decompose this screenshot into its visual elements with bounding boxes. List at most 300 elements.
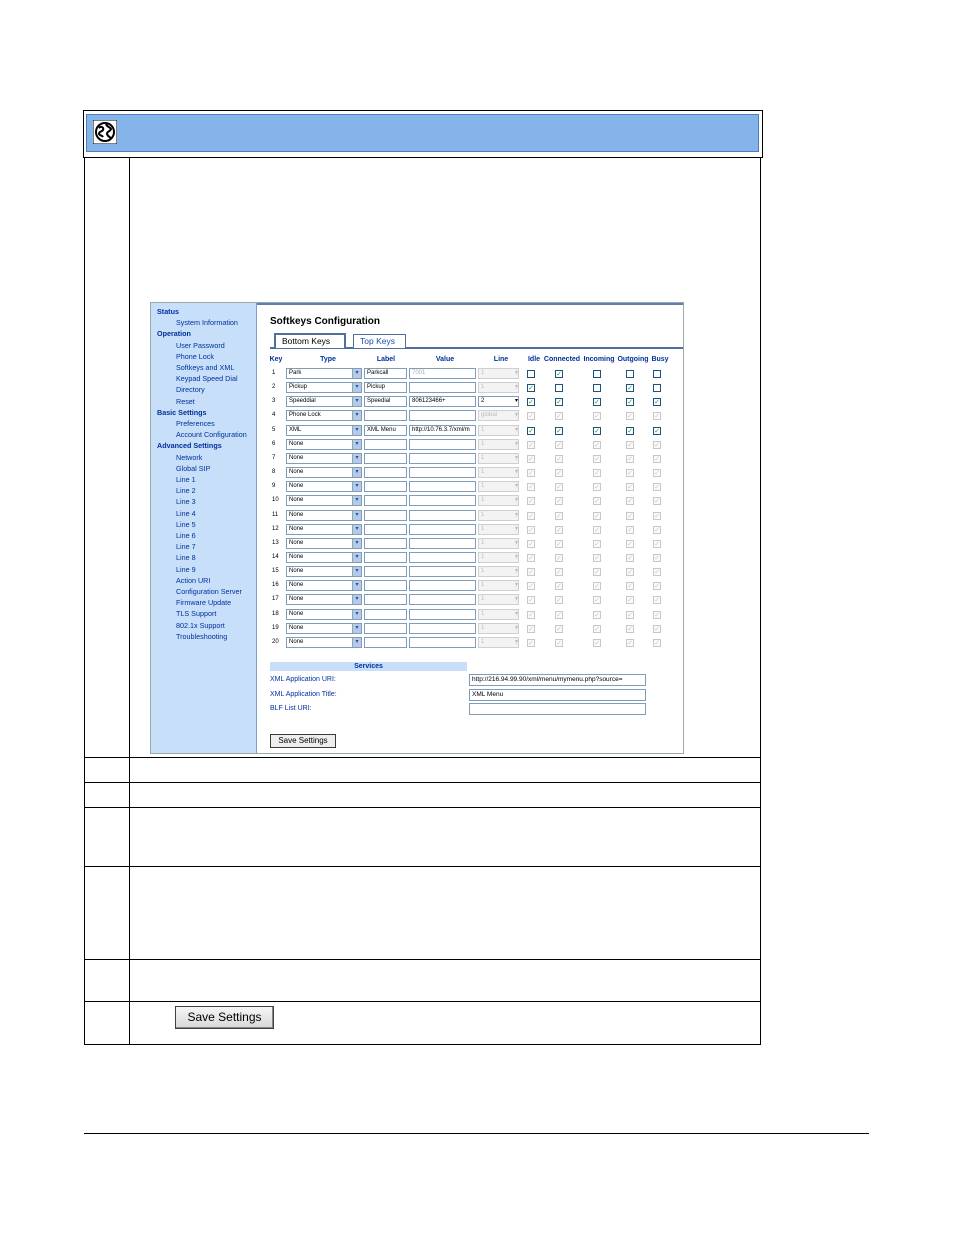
column-header: Outgoing: [617, 356, 649, 363]
table-row: [257, 452, 684, 466]
checkbox-connected: ✓: [556, 625, 562, 633]
checkbox-connected: ✓: [556, 583, 562, 591]
sidebar-link[interactable]: Line 1: [176, 475, 196, 484]
line-select-value: 1: [481, 525, 485, 532]
checkbox-idle: ✓: [528, 526, 534, 534]
checkbox-outgoing[interactable]: ✓: [627, 399, 633, 407]
checkbox-connected: ✓: [556, 526, 562, 534]
type-select[interactable]: [286, 425, 362, 436]
key-number: 15: [272, 568, 279, 575]
line-select: [478, 637, 519, 648]
key-number: 2: [272, 384, 276, 391]
label-input[interactable]: [364, 410, 407, 421]
type-select-value: None: [289, 553, 304, 560]
column-header: Incoming: [583, 356, 615, 363]
chevron-down-icon: ▾: [514, 483, 518, 490]
type-select-value: Pickup: [289, 384, 308, 391]
chevron-down-icon: ▾: [352, 369, 361, 378]
type-select[interactable]: [286, 510, 362, 521]
table-row: [257, 579, 684, 593]
type-select-value: None: [289, 440, 304, 447]
line-select-value: 1: [481, 539, 485, 546]
checkbox-incoming: ✓: [594, 455, 600, 463]
line-select: [478, 552, 519, 563]
checkbox-idle: ✓: [528, 639, 534, 647]
key-number: 7: [272, 454, 276, 461]
sidebar-link[interactable]: System Information: [176, 318, 238, 328]
checkbox-outgoing[interactable]: ✓: [627, 427, 633, 435]
line-select-value: 1: [481, 483, 485, 490]
checkbox-busy: ✓: [654, 455, 660, 463]
key-number: 12: [272, 525, 279, 532]
checkbox-busy[interactable]: ✓: [654, 427, 660, 435]
nav-section-heading: Basic Settings: [157, 407, 207, 417]
checkbox-connected[interactable]: ✓: [556, 399, 562, 407]
key-number: 13: [272, 539, 279, 546]
sidebar-link[interactable]: Line 2: [176, 486, 196, 496]
checkbox-incoming: ✓: [594, 597, 600, 605]
checkbox-connected[interactable]: [555, 384, 563, 392]
key-number: 16: [272, 582, 279, 589]
type-select-value: Phone Lock: [289, 412, 321, 419]
line-select[interactable]: [478, 396, 519, 407]
embedded-screenshot: [150, 302, 684, 754]
label-input[interactable]: [364, 566, 407, 577]
type-select-value: None: [289, 596, 304, 603]
label-input[interactable]: [364, 481, 407, 492]
key-number: 4: [272, 412, 276, 419]
table-row: [257, 395, 684, 409]
value-input[interactable]: [409, 566, 476, 577]
table-rule: [84, 1044, 761, 1045]
label-input[interactable]: [364, 495, 407, 506]
checkbox-idle: ✓: [528, 597, 534, 605]
checkbox-outgoing: ✓: [627, 540, 633, 548]
type-select[interactable]: [286, 623, 362, 634]
sidebar-link[interactable]: Troubleshooting: [176, 631, 228, 641]
sidebar-link[interactable]: Line 8: [176, 553, 196, 563]
chevron-down-icon: ▾: [352, 496, 361, 505]
table-column-rule: [84, 157, 85, 1045]
service-input[interactable]: XML Menu: [469, 689, 646, 701]
label-input[interactable]: [364, 623, 407, 634]
key-number: 9: [272, 483, 276, 490]
tab-bottom-keys[interactable]: Bottom Keys: [274, 333, 346, 348]
chevron-down-icon: ▾: [352, 567, 361, 576]
type-select[interactable]: [286, 467, 362, 478]
type-select[interactable]: [286, 396, 362, 407]
chevron-down-icon: ▾: [514, 610, 518, 617]
checkbox-outgoing: ✓: [627, 569, 633, 577]
type-select-value: None: [289, 483, 304, 490]
column-header: Type: [320, 356, 336, 363]
sidebar-link[interactable]: Reset: [176, 396, 195, 406]
table-rule: [84, 807, 761, 808]
value-input[interactable]: [409, 609, 476, 620]
checkbox-incoming: ✓: [594, 611, 600, 619]
label-input[interactable]: [364, 580, 407, 591]
table-rule: [84, 157, 761, 158]
table-row: [257, 509, 684, 523]
sidebar-link[interactable]: User Password: [176, 340, 225, 350]
line-select-value: 1: [481, 582, 485, 589]
nav-section-heading: Advanced Settings: [157, 441, 222, 451]
value-input[interactable]: [409, 538, 476, 549]
type-select[interactable]: [286, 524, 362, 535]
type-select[interactable]: [286, 439, 362, 450]
checkbox-idle: ✓: [528, 455, 534, 463]
save-settings-button[interactable]: Save Settings: [175, 1006, 274, 1029]
type-select[interactable]: [286, 538, 362, 549]
checkbox-outgoing: ✓: [627, 554, 633, 562]
tab-top-keys[interactable]: Top Keys: [353, 334, 406, 348]
line-select: [478, 538, 519, 549]
type-select-value: None: [289, 539, 304, 546]
line-select: [478, 410, 519, 421]
checkbox-incoming: ✓: [594, 470, 600, 478]
key-number: 10: [272, 497, 279, 504]
checkbox-connected: ✓: [556, 498, 562, 506]
value-input[interactable]: [409, 510, 476, 521]
checkbox-idle: ✓: [528, 498, 534, 506]
line-select: [478, 453, 519, 464]
key-number: 18: [272, 610, 279, 617]
sidebar-link[interactable]: Phone Lock: [176, 351, 214, 361]
checkbox-idle: ✓: [528, 625, 534, 633]
checkbox-idle: ✓: [528, 413, 534, 421]
checkbox-busy: ✓: [654, 625, 660, 633]
chevron-down-icon: ▾: [514, 469, 518, 476]
checkbox-connected: ✓: [556, 441, 562, 449]
checkbox-outgoing: ✓: [627, 639, 633, 647]
table-rule: [84, 866, 761, 867]
table-column-rule: [129, 157, 130, 1045]
checkbox-outgoing: ✓: [627, 625, 633, 633]
sidebar-nav: [151, 303, 257, 754]
sidebar-link[interactable]: Line 4: [176, 508, 196, 518]
checkbox-busy: ✓: [654, 470, 660, 478]
checkbox-incoming: ✓: [594, 540, 600, 548]
line-select: [478, 524, 519, 535]
value-input[interactable]: [409, 410, 476, 421]
checkbox-connected: ✓: [556, 413, 562, 421]
sidebar-link[interactable]: Line 7: [176, 542, 196, 552]
page-title: Softkeys Configuration: [270, 316, 381, 327]
table-row: [257, 409, 684, 423]
nav-section-heading: Status: [157, 307, 179, 316]
checkbox-incoming: ✓: [594, 413, 600, 421]
sidebar-link[interactable]: Keypad Speed Dial: [176, 374, 238, 384]
chevron-down-icon: ▾: [352, 539, 361, 548]
value-input[interactable]: http://10.76.3.7/xml/m: [409, 425, 476, 436]
checkbox-incoming: ✓: [594, 554, 600, 562]
value-input[interactable]: [409, 467, 476, 478]
type-select[interactable]: [286, 594, 362, 605]
table-rule: [84, 757, 761, 758]
sidebar-link[interactable]: 802.1x Support: [176, 620, 225, 630]
type-select[interactable]: [286, 637, 362, 648]
type-select-value: None: [289, 624, 304, 631]
label-input[interactable]: [364, 439, 407, 450]
checkbox-idle[interactable]: ✓: [528, 385, 534, 393]
chevron-down-icon: ▾: [352, 610, 361, 619]
sidebar-link[interactable]: Line 5: [176, 519, 196, 529]
table-row: [257, 523, 684, 537]
value-input[interactable]: [409, 580, 476, 591]
save-settings-button-screenshot[interactable]: Save Settings: [270, 734, 336, 748]
table-row: [257, 551, 684, 565]
service-label: BLF List URI:: [270, 705, 312, 712]
checkbox-busy: ✓: [654, 413, 660, 421]
label-input[interactable]: Parkcall: [364, 368, 407, 379]
sidebar-link[interactable]: Global SIP: [176, 463, 211, 473]
sidebar-link[interactable]: Network: [176, 452, 203, 462]
checkbox-incoming[interactable]: ✓: [594, 427, 600, 435]
line-select: [478, 580, 519, 591]
checkbox-outgoing[interactable]: ✓: [627, 385, 633, 393]
line-select-value: 1: [481, 568, 485, 575]
checkbox-connected: ✓: [556, 455, 562, 463]
globe-icon: [93, 120, 117, 144]
line-select-value: global: [481, 412, 498, 419]
label-input[interactable]: [364, 524, 407, 535]
chevron-down-icon: ▾: [352, 638, 361, 647]
checkbox-idle: ✓: [528, 540, 534, 548]
checkbox-incoming[interactable]: ✓: [594, 399, 600, 407]
value-input[interactable]: [409, 495, 476, 506]
chevron-down-icon: ▾: [352, 397, 361, 406]
checkbox-incoming: ✓: [594, 441, 600, 449]
sidebar-link[interactable]: Line 3: [176, 497, 196, 507]
table-row: [257, 565, 684, 579]
sidebar-link[interactable]: Firmware Update: [176, 598, 232, 608]
value-input[interactable]: [409, 623, 476, 634]
type-select[interactable]: [286, 481, 362, 492]
line-select-value: 1: [481, 384, 485, 391]
checkbox-busy: ✓: [654, 540, 660, 548]
checkbox-busy: ✓: [654, 526, 660, 534]
key-number: 11: [272, 511, 279, 518]
table-row: [257, 622, 684, 636]
label-input[interactable]: [364, 552, 407, 563]
type-select-value: None: [289, 582, 304, 589]
table-row: [257, 494, 684, 508]
chevron-down-icon: ▾: [514, 497, 518, 504]
checkbox-connected: ✓: [556, 484, 562, 492]
column-header: Busy: [651, 356, 669, 363]
label-input[interactable]: [364, 467, 407, 478]
checkbox-idle[interactable]: [527, 370, 535, 378]
line-select-value: 1: [481, 370, 485, 376]
checkbox-incoming: ✓: [594, 639, 600, 647]
chevron-down-icon: ▾: [514, 568, 518, 575]
type-select-value: None: [289, 454, 304, 461]
checkbox-incoming: ✓: [594, 569, 600, 577]
chevron-down-icon: ▾: [352, 454, 361, 463]
service-input[interactable]: [469, 703, 646, 715]
chevron-down-icon: ▾: [514, 511, 518, 518]
type-select-value: Speeddial: [289, 398, 316, 405]
checkbox-idle: ✓: [528, 569, 534, 577]
checkbox-connected: ✓: [556, 540, 562, 548]
checkbox-busy: ✓: [654, 554, 660, 562]
value-input[interactable]: [409, 439, 476, 450]
key-number: 6: [272, 440, 276, 447]
value-input[interactable]: [409, 481, 476, 492]
checkbox-outgoing: ✓: [627, 455, 633, 463]
chevron-down-icon: ▾: [514, 624, 518, 631]
line-select: [478, 481, 519, 492]
type-select[interactable]: [286, 566, 362, 577]
service-label: XML Application URI:: [270, 676, 336, 683]
checkbox-incoming[interactable]: [593, 370, 601, 378]
checkbox-idle: ✓: [528, 512, 534, 520]
checkbox-idle[interactable]: ✓: [528, 427, 534, 435]
key-number: 17: [272, 596, 279, 603]
checkbox-outgoing[interactable]: [626, 370, 634, 378]
type-select[interactable]: [286, 368, 362, 379]
line-select-value: 1: [481, 440, 485, 447]
sidebar-link[interactable]: Preferences: [176, 419, 215, 428]
service-input[interactable]: http://216.94.99.90/xml/menu/mymenu.php?source=: [469, 674, 646, 686]
table-row: [257, 424, 684, 438]
chevron-down-icon: ▾: [352, 411, 361, 420]
checkbox-connected: ✓: [556, 639, 562, 647]
sidebar-link[interactable]: Line 9: [176, 564, 196, 574]
checkbox-connected: ✓: [556, 569, 562, 577]
key-number: 19: [272, 624, 279, 631]
type-select[interactable]: [286, 453, 362, 464]
checkbox-busy: ✓: [654, 498, 660, 506]
table-column-rule: [760, 157, 761, 1045]
label-input[interactable]: [364, 453, 407, 464]
type-select-value: None: [289, 638, 304, 645]
column-header: Label: [376, 356, 396, 363]
table-rule: [84, 959, 761, 960]
services-heading: Services: [270, 662, 467, 671]
value-input[interactable]: [409, 552, 476, 563]
checkbox-busy[interactable]: [653, 370, 661, 378]
checkbox-busy[interactable]: [653, 384, 661, 392]
chevron-down-icon: ▾: [352, 581, 361, 590]
checkbox-outgoing: ✓: [627, 512, 633, 520]
type-select[interactable]: [286, 609, 362, 620]
checkbox-incoming: ✓: [594, 512, 600, 520]
checkbox-idle: ✓: [528, 470, 534, 478]
value-input[interactable]: 806123466+: [409, 396, 476, 407]
label-input[interactable]: [364, 637, 407, 648]
sidebar-link[interactable]: Account Configuration: [176, 430, 247, 440]
label-input[interactable]: Speedial: [364, 396, 407, 407]
table-row: [257, 537, 684, 551]
sidebar-link[interactable]: Line 6: [176, 531, 196, 540]
table-rule: [84, 1001, 761, 1002]
table-row: [257, 608, 684, 622]
value-input[interactable]: [409, 637, 476, 648]
sidebar-link[interactable]: Configuration Server: [176, 587, 242, 596]
line-select-value: 1: [481, 454, 485, 461]
checkbox-idle[interactable]: ✓: [528, 399, 534, 407]
label-input[interactable]: Pickup: [364, 382, 407, 393]
checkbox-connected: ✓: [556, 597, 562, 605]
line-select: [478, 566, 519, 577]
checkbox-connected[interactable]: ✓: [556, 371, 562, 378]
line-select: [478, 510, 519, 521]
key-number: 8: [272, 469, 276, 476]
column-header: Line: [493, 356, 509, 363]
column-header: Key: [269, 356, 283, 363]
type-select-value: None: [289, 568, 304, 575]
checkbox-outgoing: ✓: [627, 611, 633, 619]
type-select-value: None: [289, 525, 304, 532]
table-rule: [84, 782, 761, 783]
chevron-down-icon: ▾: [514, 539, 518, 546]
table-row: [257, 480, 684, 494]
label-input[interactable]: XML Menu: [364, 425, 407, 436]
chevron-down-icon: ▾: [514, 582, 518, 589]
chevron-down-icon: ▾: [352, 511, 361, 520]
line-select-value: 1: [481, 624, 485, 631]
checkbox-busy: ✓: [654, 611, 660, 619]
chevron-down-icon: ▾: [514, 596, 518, 603]
checkbox-connected[interactable]: ✓: [556, 427, 562, 435]
line-select: [478, 425, 519, 436]
type-select[interactable]: [286, 410, 362, 421]
chevron-down-icon: ▾: [514, 454, 518, 461]
key-number: 1: [272, 370, 276, 376]
chevron-down-icon: ▾: [514, 553, 518, 560]
softkeys-panel: [257, 303, 684, 754]
checkbox-connected: ✓: [556, 554, 562, 562]
sidebar-link[interactable]: TLS Support: [176, 609, 217, 619]
line-select-value: 1: [481, 469, 485, 476]
checkbox-incoming[interactable]: [593, 384, 601, 392]
label-input[interactable]: [364, 594, 407, 605]
checkbox-incoming: ✓: [594, 526, 600, 534]
key-number: 5: [272, 426, 276, 433]
sidebar-link[interactable]: Directory: [176, 385, 205, 395]
value-input[interactable]: [409, 594, 476, 605]
checkbox-busy[interactable]: ✓: [654, 399, 660, 407]
label-input[interactable]: [364, 538, 407, 549]
checkbox-connected: ✓: [556, 470, 562, 478]
line-select: [478, 368, 519, 379]
checkbox-idle: ✓: [528, 441, 534, 449]
type-select-value: None: [289, 511, 304, 518]
sidebar-link[interactable]: Softkeys and XML: [176, 363, 235, 372]
label-input[interactable]: [364, 609, 407, 620]
header-bar: [86, 114, 759, 152]
label-input[interactable]: [364, 510, 407, 521]
type-select[interactable]: [286, 552, 362, 563]
type-select[interactable]: [286, 382, 362, 393]
checkbox-busy: ✓: [654, 597, 660, 605]
checkbox-busy: ✓: [654, 583, 660, 591]
checkbox-busy: ✓: [654, 512, 660, 520]
type-select-value: None: [289, 610, 304, 617]
chevron-down-icon: ▾: [352, 426, 361, 435]
type-select-value: None: [289, 497, 304, 504]
type-select[interactable]: [286, 580, 362, 591]
checkbox-busy: ✓: [654, 639, 660, 647]
type-select[interactable]: [286, 495, 362, 506]
value-input[interactable]: [409, 382, 476, 393]
checkbox-connected: ✓: [556, 611, 562, 619]
checkbox-outgoing: ✓: [627, 583, 633, 591]
value-input[interactable]: [409, 453, 476, 464]
value-input[interactable]: [409, 524, 476, 535]
sidebar-link[interactable]: Action URI: [176, 575, 211, 585]
